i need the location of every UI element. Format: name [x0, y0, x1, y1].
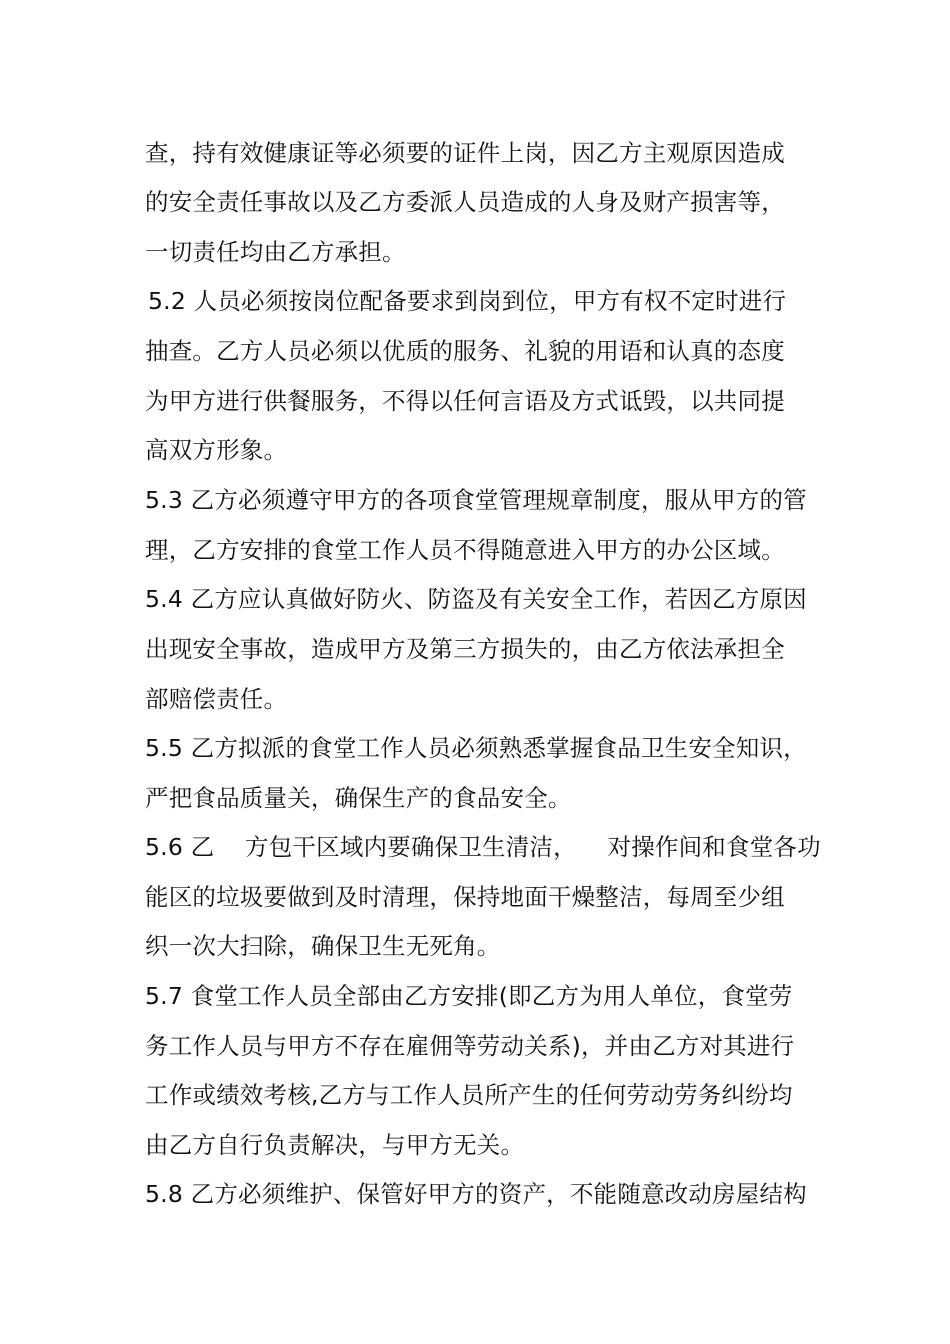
text-line: 的安全责任事故以及乙方委派人员造成的人身及财产损害等， [145, 188, 785, 216]
text-line: 工作或绩效考核,乙方与工作人员所产生的任何劳动劳务纠纷均 [145, 1081, 793, 1109]
text-line: 织一次大扫除，确保卫生无死角。 [145, 932, 501, 960]
text-line: 由乙方自行负责解决，与甲方无关。 [145, 1131, 525, 1159]
text-line: 一切责任均由乙方承担。 [145, 238, 406, 266]
text-line: 为甲方进行供餐服务，不得以任何言语及方式诋毁，以共同提 [145, 387, 785, 415]
text-line: 5.2 人员必须按岗位配备要求到岗到位，甲方有权不定时进行 [148, 287, 787, 315]
text-line: 抽查。乙方人员必须以优质的服务、礼貌的用语和认真的态度 [145, 337, 785, 365]
text-line: 理，乙方安排的食堂工作人员不得随意进入甲方的办公区域。 [145, 536, 785, 564]
text-line: 能区的垃圾要做到及时清理，保持地面干燥整洁，每周至少组 [145, 883, 785, 911]
text-line: 部赔偿责任。 [145, 685, 288, 713]
text-line: 5.8 乙方必须维护、保管好甲方的资产，不能随意改动房屋结构 [145, 1180, 807, 1208]
text-line: 5.4 乙方应认真做好防火、防盗及有关安全工作，若因乙方原因 [145, 585, 807, 613]
text-line: 5.3 乙方必须遵守甲方的各项食堂管理规章制度，服从甲方的管 [145, 486, 807, 514]
text-line: 务工作人员与甲方不存在雇佣等劳动关系)，并由乙方对其进行 [145, 1032, 795, 1060]
text-line: 5.6 乙 方包干区域内要确保卫生清洁， 对操作间和食堂各功 [145, 833, 821, 861]
text-line: 高双方形象。 [145, 436, 288, 464]
text-line: 5.5 乙方拟派的食堂工作人员必须熟悉掌握食品卫生安全知识， [145, 734, 807, 762]
text-line: 严把食品质量关，确保生产的食品安全。 [145, 784, 572, 812]
text-line: 出现安全事故，造成甲方及第三方损失的，由乙方依法承担全 [145, 635, 785, 663]
text-line: 查，持有效健康证等必须要的证件上岗，因乙方主观原因造成 [145, 139, 785, 167]
text-line: 5.7 食堂工作人员全部由乙方安排(即乙方为用人单位，食堂劳 [145, 982, 793, 1010]
